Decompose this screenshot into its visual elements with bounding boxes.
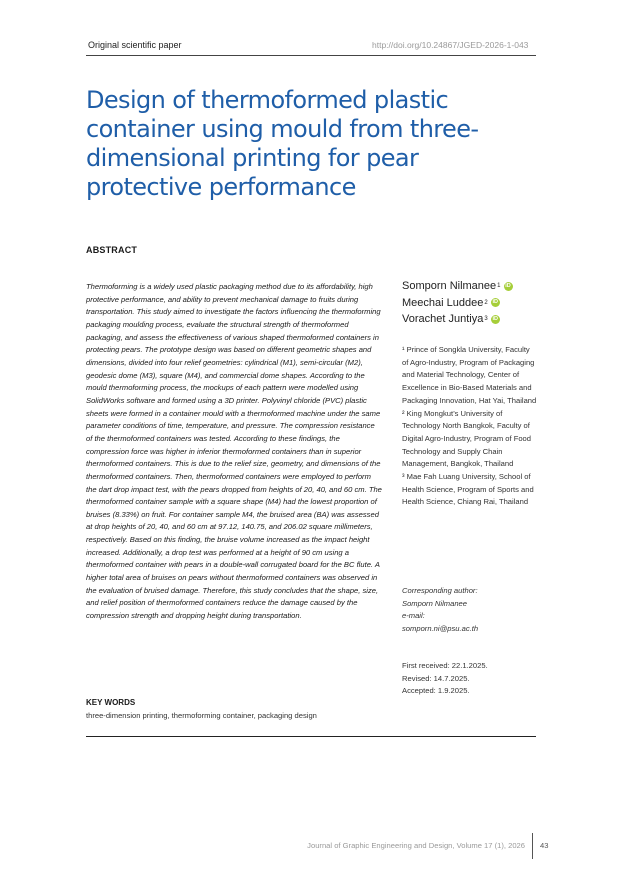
orcid-icon[interactable]: iD bbox=[492, 299, 498, 306]
corresponding-name: Somporn Nilmanee bbox=[402, 598, 467, 608]
keywords-text: three-dimension printing, thermoforming container, packaging design bbox=[86, 711, 317, 720]
author-name: Somporn Nilmanee bbox=[402, 280, 497, 292]
author-affiliation-number: 3 bbox=[484, 316, 488, 322]
date-received: First received: 22.1.2025. bbox=[402, 661, 488, 670]
keywords-divider bbox=[86, 736, 536, 737]
affiliation-2: ² King Mongkut’s University of Technology North Bangkok, Faculty of Digital Agro-Industry, Program of Food Technology and Supply Chain Management, Bangkok, Thailand bbox=[402, 408, 532, 469]
author-affiliation-number: 2 bbox=[484, 299, 488, 306]
author-name: Meechai Luddee bbox=[402, 296, 484, 309]
date-accepted: Accepted: 1.9.2025. bbox=[402, 686, 470, 696]
paper-title: Design of thermoformed plastic container using mould from three-dimensional printing for pear protective performance bbox=[86, 86, 479, 201]
dates-block bbox=[402, 660, 488, 698]
author-list bbox=[402, 278, 542, 328]
footer-journal: Journal of Graphic Engineering and Design, Volume 17 (1), 2026 bbox=[307, 841, 525, 850]
affiliation-list bbox=[402, 344, 537, 509]
affiliation-1: ¹ Prince of Songkla University, Faculty of Agro-Industry, Program of Packaging and Material Technology, Center of Excellence in Bio-Based Materials and Packaging Innovation, Hat Yai, Thailand bbox=[402, 345, 537, 405]
orcid-icon[interactable]: iD bbox=[505, 282, 511, 289]
corresponding-label: Corresponding author: bbox=[402, 586, 478, 595]
email-link[interactable]: somporn.ni@psu.ac.th bbox=[402, 624, 479, 634]
paper-type-label: Original scientific paper bbox=[88, 40, 182, 50]
author-1 bbox=[402, 278, 542, 295]
abstract-text: Thermoforming is a widely used plastic packaging method due to its affordability, high protective performance, and ability to prevent mechanical damage to fruits during transportation. This study aimed to investigate the factors influencing the thermoforming packaging moulding process, evaluate the structural strength of thermoformed packaging, and assess the effectiveness of various shaped thermoformed containers in protecting pears. The prototype design was based on different geometric shapes and dimensions, divided into four relief geometries: cylindrical (M1), semi-circular (M2), geodesic dome (M3), square (M4), and commercial dome shapes. According to the mould thermoforming process, the mockups of each pattern were modelled using SolidWorks software and formed using a 3D printer. Polyvinyl chloride (PVC) plastic sheets were formed in a container mould with a thermoformed machine under the same parameter conditions of time, temperature, and pressure. The compression resistance of the thermoformed containers was tested. According to these findings, the compression force was higher in inferior thermoformed containers than in superior thermoformed containers. This is due to the relief size, geometry, and dimensions of the thermoformed containers. Then, thermoformed containers were employed to perform the dart drop impact test, with the pears dropped from heights of 20, 40, and 60 cm. The thermoformed container sample with a square shape (M4) had the lowest proportion of bruises (8.33%) on fruit. For container sample M4, the bruised area (BA) was assessed at drop heights of 20, 40, and 60 cm at 97.12, 140.75, and 206.02 square millimeters, respectively. Based on this finding, the bruise volume increased as the impact height increased. Additionally, a drop test was performed at a height of 90 cm using a thermoformed container with pears in a double-wall corrugated board for the BC flute. A higher total area of bruises on pears without thermoformed containers was observed in the evaluation of bruised damage. Therefore, this study concludes that the shape, size, and relief position of thermoformed containers reduce the damage caused by the compression strength and dropping height during transportation. bbox=[86, 282, 382, 621]
abstract-heading: ABSTRACT bbox=[86, 245, 138, 255]
email-label: e-mail: bbox=[402, 611, 425, 621]
date-revised: Revised: 14.7.2025. bbox=[402, 673, 470, 683]
author-affiliation-number: 1 bbox=[497, 283, 501, 289]
author-2 bbox=[402, 295, 542, 312]
page-number: 43 bbox=[540, 841, 549, 850]
author-name: Vorachet Juntiya bbox=[402, 313, 484, 325]
doi-link[interactable]: http://doi.org/10.24867/JGED-2026-1-043 bbox=[372, 40, 529, 50]
affiliation-3: ³ Mae Fah Luang University, School of Health Science, Program of Sports and Health Science, Chiang Rai, Thailand bbox=[402, 472, 534, 507]
author-3 bbox=[402, 311, 542, 328]
header-divider bbox=[86, 55, 536, 56]
orcid-icon[interactable]: iD bbox=[492, 315, 498, 322]
corresponding-author-block bbox=[402, 585, 478, 636]
keywords-heading: KEY WORDS bbox=[86, 698, 136, 707]
footer-divider bbox=[532, 833, 533, 859]
